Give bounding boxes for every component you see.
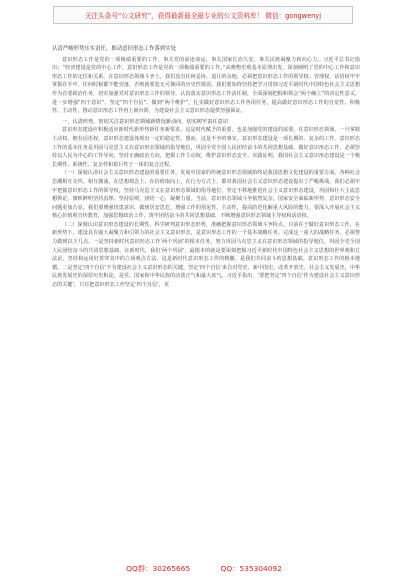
qq-group-text: QQ群：30265665: [126, 564, 191, 573]
promo-banner[interactable]: [53, 6, 353, 24]
article-title: 认清严峻形势压实责任，推动意识形态工作落到实处: [52, 46, 176, 52]
qq-number-text: QQ：535304092: [220, 564, 282, 573]
contact-footer: [0, 563, 408, 574]
section-paragraph: （二）深刻认识意识形态建设的长期性。科学研判意识形态形势，准确把握意识形态领域斗争特点。目前在于做好意识形态工作，在新形势下，建设具有强大凝聚力和引领力的社会主义意识形态，是意识形态工作的一个基本战略任务。完成这一重大的战略任务，必须努力做到以下几点。一是坚持新时代意识形态工作‘两个巩固’的根本任务，努力巩固马克思主义在意识形态领域的指导地位，巩固全党全国人民团结奋斗的共同思想基础。在新时代，我们‘两个巩固’，最根本的就是要深刻把握习近平新时代中国特色社会主义思想的世界观和方法论，坚持和运用好贯穿其中的立场观点方法，这是新时代意识形态工作的精髓，是我们共同奋斗的思想基础。意识形态工作的根本遵循。二是坚定‘四个自信’不为建设社会主义意识形态的关键。坚定‘四个自信’来自对党史、新中国史、改革开放史、社会主义发展史、中华民族发展史的深厚历史积淀，是党、国家和中华民族的活泼正气和最大底气。习近平指出，‘要把坚定’四个自信‘作为建设社会主义意识形态的关键’，只有把意识形态工作坚定‘四个自信’，更: [52, 221, 360, 289]
section-paragraph: （一）深刻认清社会主义意识形态建设的重要任务。发展中国家的传统意识形态领域始终是我国思想文化建设的重要方面。各种社会思潮相互交织、相互激荡，在思想观念上，在价值取向上，在行为方式上，都对我国社会主义意识形态建设提出了严峻挑战。我们必须牢牢把握意识形态工作的领导权，坚持马克思主义在意识形态领域的指导地位，坚定不移地推进社会主义意识形态建设，巩固和壮大主流思想舆论，旗帜鲜明坚持真理、坚持原则，团结一心，凝聚力量。当前，意识形态领域斗争依然复杂，国家安全面临新形势，意识形态安全问题更加凸显。我们要增强忧患意识，做到居安思危，增强工作的预见性、主动性，提高防范化解重大风险的能力。要深入开展社会主义核心价值观宣传教育，加强思想政治工作，筑牢团结奋斗的共同思想基础，不断增强意识形态领域主导权和话语权。: [52, 170, 360, 220]
section-heading: 一、认清形势，密切关注意识形态领域新情况新动向，切实树牢责任意识: [62, 118, 229, 125]
section-paragraph: 意识形态建设应积极适应新时代新形势新任务新要求，这是时代赋予的重要，也是加强党的建设的需要。在意识形态领域，一旦掌握主动权，拥有话语权，意识形态建设体现出一定的稳定性、想而，这是不争的事实。意识形态建设是一项长期的、复杂的工作，意识形态工作的基本任务是巩固马克思主义在意识形态领域的指导地位，巩固全党全国人民团结奋斗的共同思想基础。做好意识形态工作，必须坚持以人民为中心的工作导向，坚持正确政治方向，把握工作主动权，维护意识形态安全。实践证明，我国社会主义意识形态建设是一个极长期性、系统性、复杂性和艰巨性于一体的复合过程。: [52, 127, 360, 168]
promo-banner-text: 关注头条号“公文研究”，获得最新最全最专业的公文资料库！ 微信：gongwenyj: [84, 12, 322, 20]
intro-paragraph: 意识形态工作是党的一项极端重要的工作，事关党的前途命运，事关国家长治久安，事关民族凝聚力和向心力。习近平总书记指出：“经济建设是党的中心工作，意识形态工作是党的一项极端重要的工作。”从唯物史观基本原理出发，深刻阐明了党的中心工作和意识形态工作的定位和关系。在意识形态领域斗争上，我们没有任何妥协、退让的余地，必须把意识形态工作的领导权、管理权、话语权牢牢掌握在手中，任何时候都不能旁落，否则就要犯无可挽回的历史性错误。我们要始终坚持把学习贯彻习近平新时代中国特色社会主义思想作为首要政治任务，切实加强党对意识形态工作的领导，认真落实意识形态工作责任制，全面深刻把握和领会“两个确立”的决定性意义，进一步增强“四个意识”、坚定“四个自信”、做到“两个维护”，扎实做好意识形态工作各项任务，提高做好意识形态工作的自觉性、积极性、主动性，推动意识形态工作再上新台阶，为建设社会主义意识形态提供坚强保证。: [52, 56, 360, 115]
article-body: [52, 45, 360, 290]
